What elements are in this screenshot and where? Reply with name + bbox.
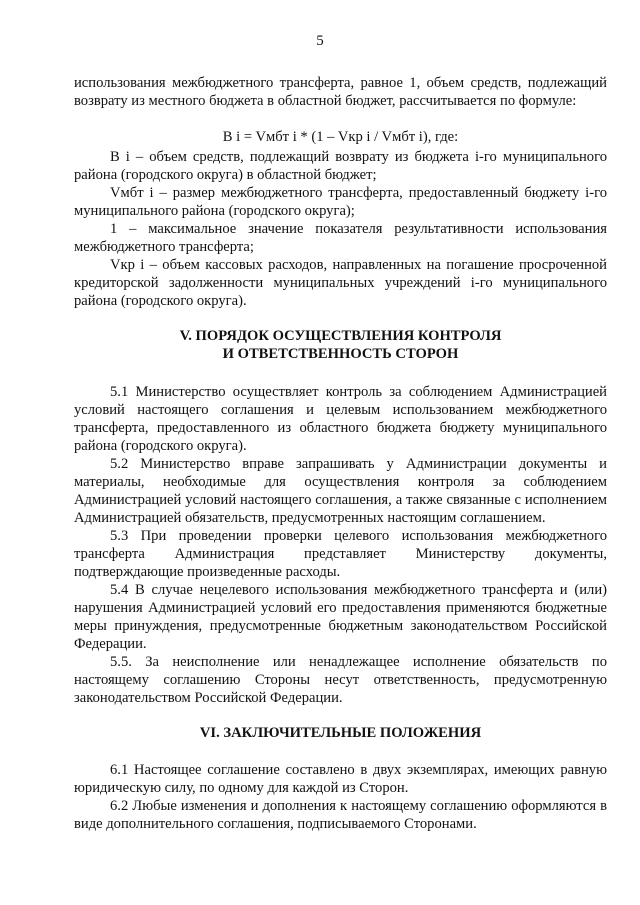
definition-vmbt: Vмбт i – размер межбюджетного трансферта, предоставленный бюджету i-го муниципального района (городского округа);: [74, 185, 607, 219]
clause-5-2: 5.2 Министерство вправе запрашивать у Администрации документы и материалы, необходимые для осуществления контроля за соблюдением Администрацией условий настоящего соглашения, а также связанные с исполнением Администрацией обязательств, предусмотренных настоящим соглашением.: [74, 456, 607, 526]
clause-5-5: 5.5. За неисполнение или ненадлежащее исполнение обязательств по настоящему соглашению Стороны несут ответственность, предусмотренную законодательством Российской Федерации.: [74, 654, 607, 706]
clause-5-4: 5.4 В случае нецелевого использования межбюджетного трансферта и (или) нарушения Администрацией условий его предоставления применяются бюджетные меры принуждения, предусмотренные бюджетным законодательством Российской Федерации.: [74, 582, 607, 652]
page-number: 5: [316, 33, 324, 49]
clause-6-2: 6.2 Любые изменения и дополнения к настоящему соглашению оформляются в виде дополнительного соглашения, подписываемого Сторонами.: [74, 798, 607, 832]
section-6-heading: VI. ЗАКЛЮЧИТЕЛЬНЫЕ ПОЛОЖЕНИЯ: [199, 725, 482, 741]
document-body: [74, 74, 607, 833]
formula: В i = Vмбт i * (1 – Vкр i / Vмбт i), где:: [222, 129, 459, 145]
clause-5-1: 5.1 Министерство осуществляет контроль за соблюдением Администрацией условий настоящего соглашения и целевым использованием межбюджетного трансферта, предоставленного из областного бюджета бюджету муниципального района (городского округа).: [74, 384, 607, 454]
section-5-title-line-2: И ОТВЕТСТВЕННОСТЬ СТОРОН: [222, 346, 459, 362]
definition-b: В i – объем средств, подлежащий возврату из бюджета i-го муниципального района (городского округа) в областной бюджет;: [74, 149, 607, 183]
clause-5-3: 5.3 При проведении проверки целевого использования межбюджетного трансферта Администрация представляет Министерству документы, подтверждающие произведенные расходы.: [74, 528, 607, 580]
clause-6-1: 6.1 Настоящее соглашение составлено в двух экземплярах, имеющих равную юридическую силу, по одному для каждой из Сторон.: [74, 762, 607, 796]
section-5-title-line-1: V. ПОРЯДОК ОСУЩЕСТВЛЕНИЯ КОНТРОЛЯ: [179, 328, 502, 344]
intro-paragraph: использования межбюджетного трансферта, равное 1, объем средств, подлежащий возврату из местного бюджета в областной бюджет, рассчитывается по формуле:: [74, 75, 607, 109]
section-5-heading: [74, 327, 607, 363]
definition-one: 1 – максимальное значение показателя результативности использования межбюджетного трансферта;: [74, 221, 607, 255]
definition-vkr: Vкр i – объем кассовых расходов, направленных на погашение просроченной кредиторской задолженности муниципальных учреждений i-го муниципального района (городского округа).: [74, 257, 607, 309]
